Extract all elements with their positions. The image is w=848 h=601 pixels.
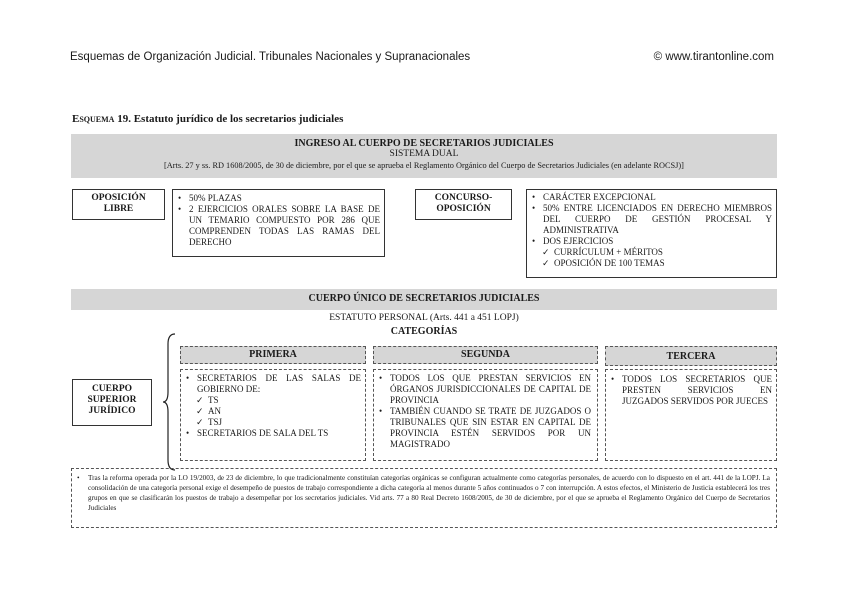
scheme-label: Esquema <box>72 113 115 125</box>
tercera-item: • TODOS LOS SECRETARIOS QUE PRESTEN SERVICIOS EN JUZGADOS SERVIDOS POR JUECES <box>609 374 772 407</box>
cuerpo-superior-line3: JURÍDICO <box>88 406 136 416</box>
categorias-heading: CATEGORÍAS <box>390 326 458 337</box>
cuerpo-unico-title: CUERPO ÚNICO DE SECRETARIOS JUDICIALES <box>308 293 540 304</box>
category-segunda-box <box>373 369 598 461</box>
cuerpo-superior-line1: CUERPO <box>91 384 133 394</box>
oposicion-libre-box <box>172 189 385 257</box>
concurso-label-line1: CONCURSO- <box>434 193 493 203</box>
concurso-label-line2: OPOSICIÓN <box>436 204 491 214</box>
ingreso-title: INGRESO AL CUERPO DE SECRETARIOS JUDICIALES <box>294 138 554 149</box>
footnote-text: Tras la reforma operada por la LO 19/2003, de 23 de diciembre, lo que tradicionalmente constituían categorías orgánicas se configuran actualmente como categorías personales, de acuerdo con lo dispuesto en el art. 441 de la LOPJ. La consolidación de una categoría personal exige el desempeño de puestos de trabajo correspondiente a dicha categoría al menos durante 5 años continuados o 7 con interrupción. A estos efectos, el Ministerio de Justicia establecerá los tres grupos en que se clasificarán los puestos de trabajo a desempeñar por los secretarios judiciales. Vid arts. 77 a 80 Real Decreto 1608/2005, de 30 de diciembre, por el que se aprueba el Reglamento Orgánico del Cuerpo de Secretarios Judiciales <box>88 474 770 512</box>
concurso-item: • 50% ENTRE LICENCIADOS EN DERECHO MIEMBROS DEL CUERPO DE GESTIÓN PROCESAL Y ADMINISTRATIVA <box>530 203 772 236</box>
primera-item: • SECRETARIOS DE SALA DEL TS <box>184 428 361 439</box>
category-primera-header: PRIMERA <box>180 346 366 364</box>
cuerpo-unico-band <box>71 289 777 310</box>
oposicion-item: • 50% PLAZAS <box>176 193 380 204</box>
cuerpo-superior-line2: SUPERIOR <box>87 395 137 405</box>
oposicion-label-line2: LIBRE <box>103 204 134 214</box>
estatuto-personal: ESTATUTO PERSONAL (Arts. 441 a 451 LOPJ) <box>329 313 519 323</box>
cuerpo-superior-label <box>72 379 152 426</box>
oposicion-label-line1: OPOSICIÓN <box>91 193 146 203</box>
category-tercera-box <box>605 369 777 461</box>
running-header-right: © www.tirantonline.com <box>653 51 774 63</box>
scheme-title <box>72 113 343 125</box>
category-tercera-header: TERCERA <box>605 346 777 366</box>
primera-item: • SECRETARIOS DE LAS SALAS DE GOBIERNO DE: <box>184 373 361 395</box>
ingreso-note: [Arts. 27 y ss. RD 1608/2005, de 30 de diciembre, por el que se aprueba el Reglamento Orgánico del Cuerpo de Secretarios Judiciales (en adelante ROCSJ)] <box>164 161 684 170</box>
oposicion-libre-label <box>72 189 165 220</box>
concurso-oposicion-box <box>526 189 777 278</box>
concurso-subitem: ✓ CURRÍCULUM + MÉRITOS <box>530 247 772 258</box>
segunda-item: • TAMBIÉN CUANDO SE TRATE DE JUZGADOS O TRIBUNALES QUE SIN ESTAR EN CAPITAL DE PROVINCIA ESTÉN SERVIDOS POR UN MAGISTRADO <box>377 406 591 450</box>
category-segunda-header: SEGUNDA <box>373 346 598 364</box>
primera-subitem: ✓ AN <box>184 406 361 417</box>
segunda-item: • TODOS LOS QUE PRESTAN SERVICIOS EN ÓRGANOS JURISDICCIONALES DE CAPITAL DE PROVINCIA <box>377 373 591 406</box>
ingreso-subtitle: SISTEMA DUAL <box>389 149 459 159</box>
footnote-bullet: • <box>77 474 80 482</box>
ingreso-band <box>71 134 777 178</box>
scheme-title-text: 19. Estatuto jurídico de los secretarios judiciales <box>117 113 344 125</box>
category-primera-box <box>180 369 366 461</box>
concurso-oposicion-label <box>415 189 512 220</box>
concurso-item: • DOS EJERCICIOS <box>530 236 772 247</box>
concurso-item: • CARÁCTER EXCEPCIONAL <box>530 192 772 203</box>
primera-subitem: ✓ TS <box>184 395 361 406</box>
brace-icon <box>162 332 178 472</box>
primera-subitem: ✓ TSJ <box>184 417 361 428</box>
concurso-subitem: ✓ OPOSICIÓN DE 100 TEMAS <box>530 258 772 269</box>
oposicion-item: • 2 EJERCICIOS ORALES SOBRE LA BASE DE UN TEMARIO COMPUESTO POR 286 QUE COMPRENDEN TODAS LAS RAMAS DEL DERECHO <box>176 204 380 248</box>
footnote-box <box>71 468 777 528</box>
running-header-left: Esquemas de Organización Judicial. Tribunales Nacionales y Supranacionales <box>70 51 471 63</box>
